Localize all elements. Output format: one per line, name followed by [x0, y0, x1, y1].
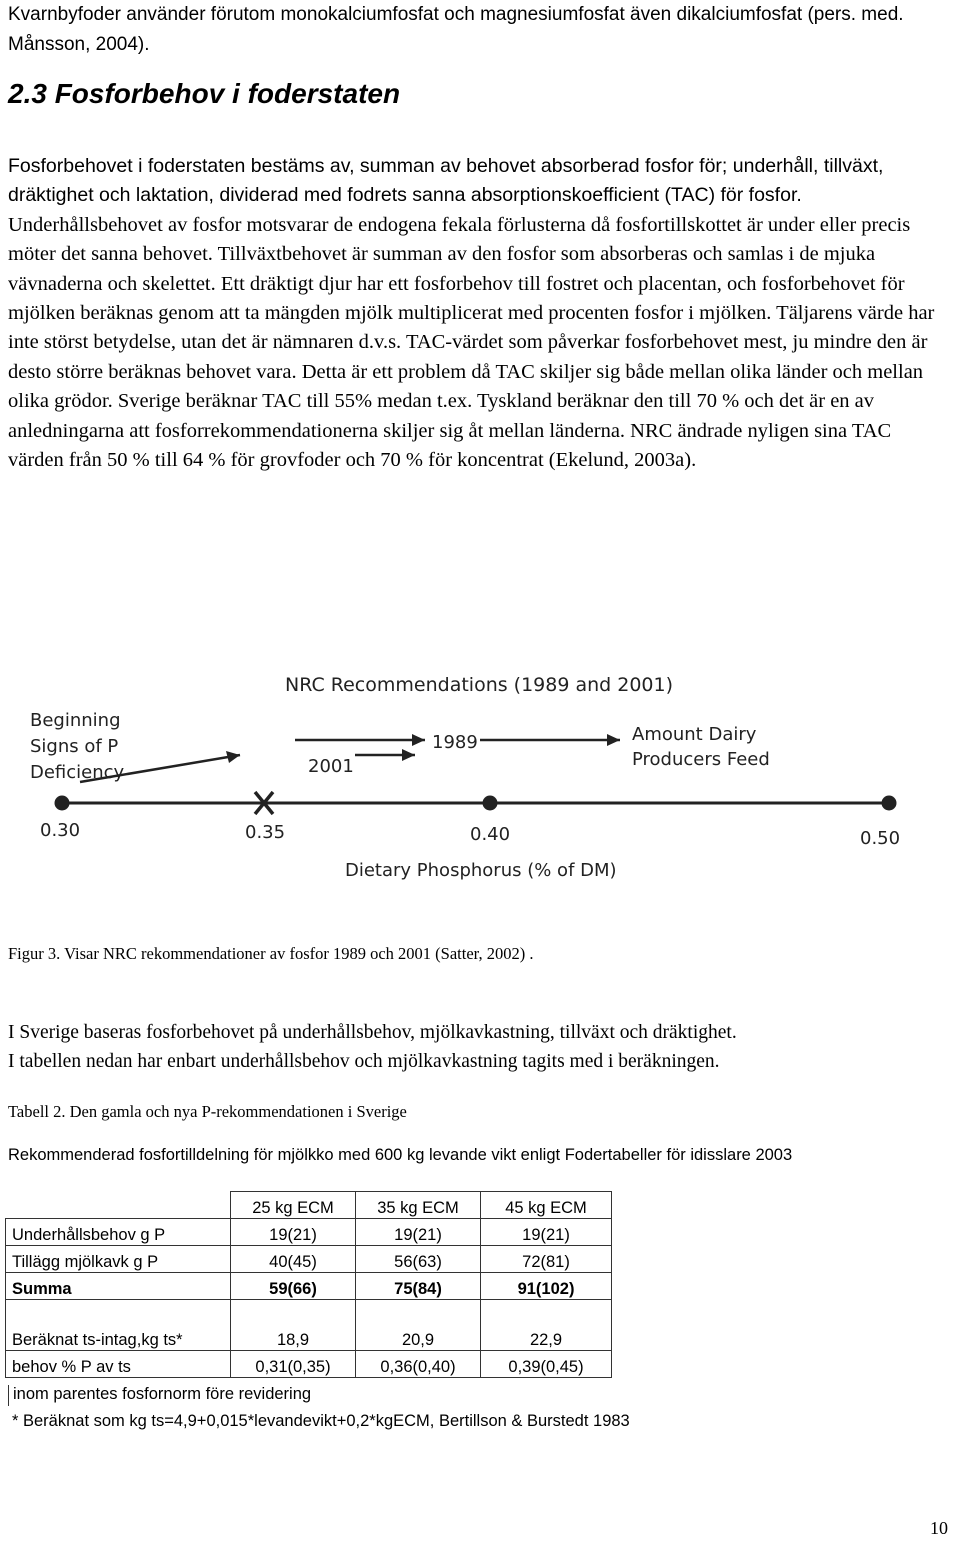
- paragraph-1-serif-part: Underhållsbehovet av fosfor motsvarar de endogena fekala förlusterna då fosfortillskottet är under eller precis möter det sanna behovet. Tillväxtbehovet är summan av den fosfor som absorberas och samlas i de mjuka vävnaderna och skelettet. Ett dräktigt djur har ett fosforbehov till fostret och placentan, och fosforbehovet för mjölken beräknas genom att ta mängden mjölk multiplicerat med procenten fosfor i mjölken. Täljarens värde har inte störst betydelse, utan det är nämnaren d.v.s. TAC-värdet som påverkar fosforbehovet mest, ju mindre den är desto större beräknas behovet vara. Detta är ett problem då TAC skiljer sig både mellan olika länder och mellan olika grödor. Sverige beräknar TAC till 55% medan t.ex. Tyskland beräknar den till 70 % och det är en av anledningarna att fosforrekommendationerna skiljer sig åt mellan länderna. NRC ändrade nyligen sina TAC värden från 50 % till 64 % för grovfoder och 70 % för koncentrat (Ekelund, 2003a).: [8, 213, 935, 472]
- table-row: [6, 1219, 612, 1246]
- table-cell: 72(81): [481, 1246, 612, 1273]
- section-heading: 2.3 Fosforbehov i foderstaten: [8, 78, 401, 109]
- table-note-formula: * Beräknat som kg ts=4,9+0,015*levandevikt+0,2*kgECM, Bertillson & Burstedt 1983: [12, 1412, 630, 1430]
- paragraph-1-sans-part: Fosforbehovet i foderstaten bestäms av, summan av behovet absorberad fosfor för; underhåll, tillväxt, dräktighet och laktation, dividerad med fodrets sanna absorptionskoefficient (TAC) för fosfor.: [8, 155, 884, 207]
- table-row-label: Underhållsbehov g P: [6, 1219, 231, 1246]
- table-cell: 0,36(0,40): [356, 1351, 481, 1378]
- axis-point-050: [882, 796, 897, 811]
- axis-tick-030: 0.30: [40, 820, 81, 841]
- table-cell: 40(45): [231, 1246, 356, 1273]
- figure-xlabel: Dietary Phosphorus (% of DM): [345, 860, 617, 881]
- arrow-2001-right-head: [402, 749, 415, 761]
- table-note-parentheses: inom parentes fosfornorm före revidering: [8, 1385, 315, 1406]
- table-cell: 0,39(0,45): [481, 1351, 612, 1378]
- arrow-1989-left-head: [412, 734, 425, 746]
- table-subtitle: Rekommenderad fosfortilldelning för mjölkko med 600 kg levande vikt enligt Fodertabeller för idisslare 2003: [8, 1146, 793, 1164]
- table-row: [6, 1246, 612, 1273]
- figure-left-label-3: Deficiency: [30, 762, 125, 783]
- paragraph-2-line-1: I Sverige baseras fosforbehovet på underhållsbehov, mjölkavkastning, tillväxt och dräktighet.: [8, 1022, 737, 1043]
- nrc-recommendation-figure: [20, 655, 920, 895]
- axis-tick-035: 0.35: [245, 822, 286, 843]
- axis-point-040: [483, 796, 498, 811]
- table-cell: 18,9: [231, 1300, 356, 1351]
- table-row-label: behov % P av ts: [6, 1351, 231, 1378]
- table-cell: 59(66): [231, 1273, 356, 1300]
- table-cell: 0,31(0,35): [231, 1351, 356, 1378]
- figure-label-2001: 2001: [308, 756, 354, 777]
- table-row-summa: [6, 1273, 612, 1300]
- arrow-1989-right-head: [607, 734, 620, 746]
- table-col-header: 45 kg ECM: [481, 1192, 612, 1219]
- table-cell: 20,9: [356, 1300, 481, 1351]
- table-cell: 56(63): [356, 1246, 481, 1273]
- body-paragraph-1: [8, 152, 948, 475]
- body-paragraph-2: [8, 1018, 948, 1076]
- table-header-empty: [6, 1192, 231, 1219]
- axis-tick-040: 0.40: [470, 824, 511, 845]
- table-row-label: Tillägg mjölkavk g P: [6, 1246, 231, 1273]
- figure-right-label-1: Amount Dairy: [632, 724, 757, 745]
- table-col-header: 35 kg ECM: [356, 1192, 481, 1219]
- axis-tick-050: 0.50: [860, 828, 901, 849]
- table-cell: 91(102): [481, 1273, 612, 1300]
- figure-caption: Figur 3. Visar NRC rekommendationer av fosfor 1989 och 2001 (Satter, 2002) .: [8, 944, 534, 963]
- table-row: [6, 1351, 612, 1378]
- table-row-label: Beräknat ts-intag,kg ts*: [6, 1300, 231, 1351]
- figure-title: NRC Recommendations (1989 and 2001): [285, 674, 674, 696]
- arrow-2001-left-head: [226, 751, 240, 763]
- figure-label-1989: 1989: [432, 732, 478, 753]
- figure-right-label-2: Producers Feed: [632, 749, 770, 770]
- table-col-header: 25 kg ECM: [231, 1192, 356, 1219]
- table-cell: 75(84): [356, 1273, 481, 1300]
- table-row: [6, 1300, 612, 1351]
- page-number: 10: [930, 1518, 948, 1538]
- figure-left-label-2: Signs of P: [30, 736, 119, 757]
- phosphorus-table: [5, 1191, 612, 1378]
- paragraph-2-line-2: I tabellen nedan har enbart underhållsbehov och mjölkavkastning tagits med i beräkningen.: [8, 1051, 720, 1072]
- figure-left-label-1: Beginning: [30, 710, 121, 731]
- table-cell: 19(21): [231, 1219, 356, 1246]
- table-cell: 19(21): [356, 1219, 481, 1246]
- table-row-label: Summa: [6, 1273, 231, 1300]
- table-title: Tabell 2. Den gamla och nya P-rekommendationen i Sverige: [8, 1102, 407, 1121]
- table-header-row: [6, 1192, 612, 1219]
- intro-paragraph: Kvarnbyfoder använder förutom monokalciumfosfat och magnesiumfosfat även dikalciumfosfat (pers. med. Månsson, 2004).: [8, 4, 904, 55]
- table-cell: 19(21): [481, 1219, 612, 1246]
- table-cell: 22,9: [481, 1300, 612, 1351]
- axis-point-030: [55, 796, 70, 811]
